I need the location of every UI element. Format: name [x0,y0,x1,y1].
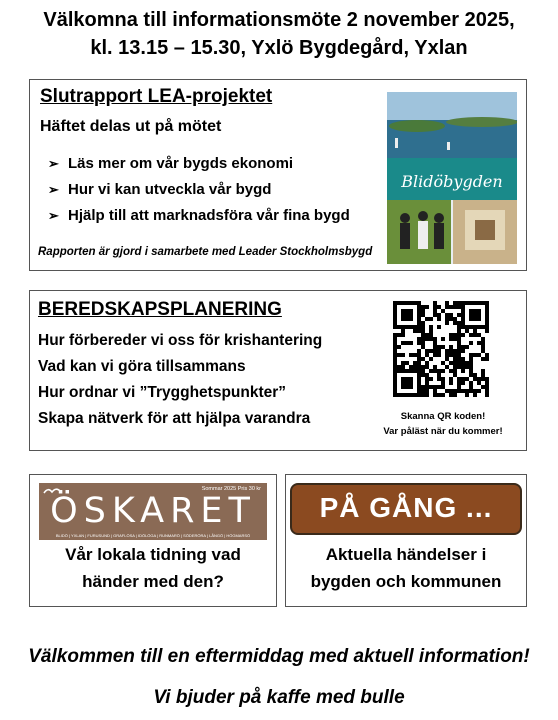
cover-sky [387,92,517,120]
oskaret-logo [39,483,267,540]
lea-subtitle: Häftet delas ut på mötet [40,118,222,135]
oskaret-logo-text: ÖSKARET [50,491,256,531]
pagang-text-line-2: bygden och kommunen [310,572,502,591]
footer-line-1: Välkommen till en eftermiddag med aktuell information! [28,646,530,667]
header-line-1: Välkomna till informationsmöte 2 november 2025, [43,9,515,31]
beredskap-box [29,290,527,451]
qr-code[interactable] [393,301,489,397]
lea-bullet-text: Hjälp till att marknadsföra vår fina bygd [68,207,350,224]
pagang-banner-text: PÅ GÅNG ... [319,492,493,523]
arrow-bullet-icon: ➢ [48,208,59,223]
lea-title: Slutrapport LEA-projektet [40,86,273,107]
booklet-cover-image [387,92,517,264]
cover-title: Blidöbygden [401,172,503,191]
oskaret-text-line-2: händer med den? [82,572,224,591]
header-line-2: kl. 13.15 – 15.30, Yxlö Bygdegård, Yxlan [90,37,468,59]
oskaret-text-line-1: Vår lokala tidning vad [65,545,241,564]
qr-caption-1: Skanna QR koden! [400,411,486,422]
lea-bullet-text: Läs mer om vår bygds ekonomi [68,155,294,172]
lea-bullet [48,155,293,172]
qr-caption-2: Var påläst när du kommer! [383,426,503,437]
pagang-banner [290,483,522,535]
lea-bullet [48,207,350,224]
beredskap-title: BEREDSKAPSPLANERING [38,299,282,320]
lea-bullet-text: Hur vi kan utveckla vår bygd [68,181,272,198]
footer-line-2: Vi bjuder på kaffe med bulle [153,687,405,708]
oskaret-logo-strip: BLIDÖ | YXLAN | FURUSUND | GRAFLÖSA | IDÖLÖGA | RUNMARÖ | SÖDERÖRA | LÅNGÖ | HÖGMARSÖ [55,533,251,538]
lea-bullet [48,181,271,198]
lea-project-box [29,79,527,271]
lea-footnote: Rapporten är gjord i samarbete med Leader Stockholmsbygd [38,246,373,258]
beredskap-line: Skapa nätverk för att hjälpa varandra [38,410,311,427]
beredskap-line: Hur förbereder vi oss för krishantering [38,332,323,349]
arrow-bullet-icon: ➢ [48,156,59,171]
beredskap-line: Vad kan vi göra tillsammans [38,358,246,375]
pagang-box [285,474,527,607]
beredskap-line: Hur ordnar vi ”Trygghetspunkter” [38,384,287,401]
oskaret-issue-info: Sommar 2025 Pris 30 kr [201,486,261,492]
oskaret-box [29,474,277,607]
arrow-bullet-icon: ➢ [48,182,59,197]
pagang-text-line-1: Aktuella händelser i [325,545,487,564]
